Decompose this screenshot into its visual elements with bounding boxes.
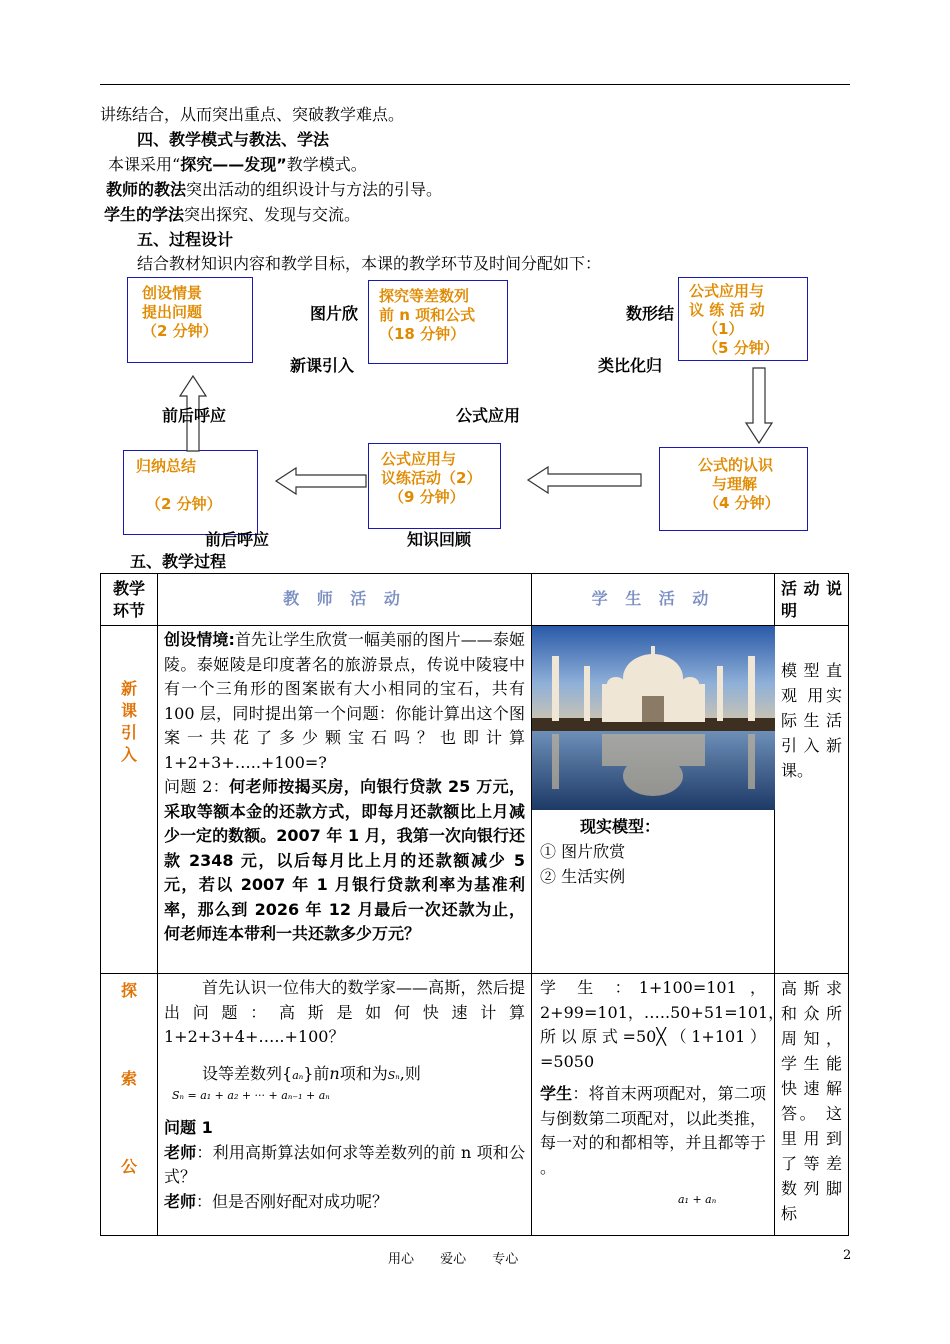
page-number: 2 <box>843 1248 852 1263</box>
student-method: 学生的学法突出探究、发现与交流。 <box>104 205 361 224</box>
table-header-row <box>101 574 849 626</box>
teacher-activity-1: 创设情境:首先让学生欣赏一幅美丽的图片——泰姬陵。泰姬陵是印度著名的旅游景点，传说中陵寝中有一个三角形的图案嵌有大小相同的宝石，共有 100 层，同时提出第一个问题：你能计算出这个图案一共花了多少颗宝石吗？也即计算 1+2+3+…..+100=? 问题 2：何老师按揭买房，向银行贷款 25 万元，采取等额本金的还款方式，即每月还款额比上月减少一定的数额。2007 年 1 月，我第一次向银行还款 2348 元，以后每月比上月的还款额减少 5 元，若以 2007 年 1 月银行贷款利率为基准利率，那么到 2026 年 12 月最后一次还款为止，何老师连本带利一共还款多少万元？ <box>158 626 532 974</box>
student-item-1: ① 图片欣赏 <box>540 842 626 861</box>
note-1: 模 型 直 观 用实际生活引 入 新课。 <box>775 626 849 974</box>
teaching-mode: 本课采用“探究——发现”教学模式。 <box>108 155 367 174</box>
flow-label-pic: 图片欣 <box>310 304 359 323</box>
arrow-left-icon-1 <box>528 467 641 493</box>
taj-mahal-image <box>532 626 775 810</box>
arrow-left-icon-2 <box>276 468 366 494</box>
flow-label-review: 知识回顾 <box>407 530 472 549</box>
teaching-process-table <box>100 573 849 1236</box>
process-desc: 结合教材知识内容和教学目标，本课的教学环节及时间分配如下： <box>137 254 602 273</box>
flow-box-6: 归纳总结 （2 分钟） <box>123 450 258 535</box>
th-note: 活 动 说 明 <box>775 574 849 626</box>
th-student: 学 生 活 动 <box>532 574 775 626</box>
section-5-teaching-process-title: 五、教学过程 <box>130 552 227 571</box>
section-5-process-design-title: 五、过程设计 <box>137 230 234 249</box>
flow-label-front-bottom: 前后呼应 <box>205 530 270 549</box>
flow-box-3: 公式应用与 议 练 活 动 （1） （5 分钟） <box>678 277 808 361</box>
section-4-title: 四、教学模式与教法、学法 <box>137 130 330 149</box>
flow-label-new-lesson: 新课引入 <box>290 356 355 375</box>
flow-label-front-left: 前后呼应 <box>162 406 227 425</box>
note-2: 高斯求和众所周知，学生能快速解答。 这里用到了等差数列脚标 <box>775 974 849 1236</box>
stage-new-lesson: 新 课 引 入 <box>101 626 158 974</box>
stage-explore-formula: 探 索 公 <box>101 974 158 1236</box>
teacher-method: 教师的教法突出活动的组织设计与方法的引导。 <box>106 180 443 199</box>
table-row <box>101 974 849 1236</box>
teacher-activity-2: 首先认识一位伟大的数学家——高斯，然后提出问题：高斯是如何快速计算 1+2+3+4+…..+100？ 设等差数列{aₙ}前n项和为Sₙ,则 Sₙ = a₁ + a₂ + ··· + aₙ₋₁ + aₙ 问题 1 老师：利用高斯算法如何求等差数列的前 n 项和公式？ 老师：但是否刚好配对成功呢？ <box>158 974 532 1236</box>
sum-formula: Sₙ = a₁ + a₂ + ··· + aₙ₋₁ + aₙ <box>172 1089 330 1102</box>
th-stage: 教学环节 <box>101 574 158 626</box>
footer-motto: 用心 爱心 专心 <box>388 1252 519 1267</box>
flow-box-5: 公式应用与 议练活动（2） （9 分钟） <box>368 443 501 529</box>
flow-label-analogy: 类比化归 <box>598 356 663 375</box>
flow-label-numshape: 数形结 <box>626 304 675 323</box>
flow-box-1: 创设情景 提出问题 （2 分钟） <box>127 277 253 363</box>
table-row <box>101 626 849 974</box>
student-activity-2: 学 生 ：1+100=101 ， 2+99=101，…..50+51=101，所以原式=50╳（1+101）=5050 学生：将首末两项配对，第二项与倒数第二项配对，以此类推，每一对的和都相等，并且都等于 。 a₁ + aₙ <box>532 974 775 1236</box>
intro-line: 讲练结合，从而突出重点、突破教学难点。 <box>100 105 405 124</box>
flow-label-apply: 公式应用 <box>456 406 521 425</box>
flow-box-4: 公式的认识 与理解 （4 分钟） <box>659 447 808 531</box>
flow-arrows <box>0 0 950 560</box>
arrow-down-icon <box>746 368 772 443</box>
th-teacher: 教 师 活 动 <box>158 574 532 626</box>
flow-box-2: 探究等差数列 前 n 项和公式 （18 分钟） <box>368 280 508 364</box>
student-item-2: ② 生活实例 <box>540 867 626 886</box>
real-model-title: 现实模型： <box>580 817 661 836</box>
student-activity-1 <box>532 626 775 974</box>
